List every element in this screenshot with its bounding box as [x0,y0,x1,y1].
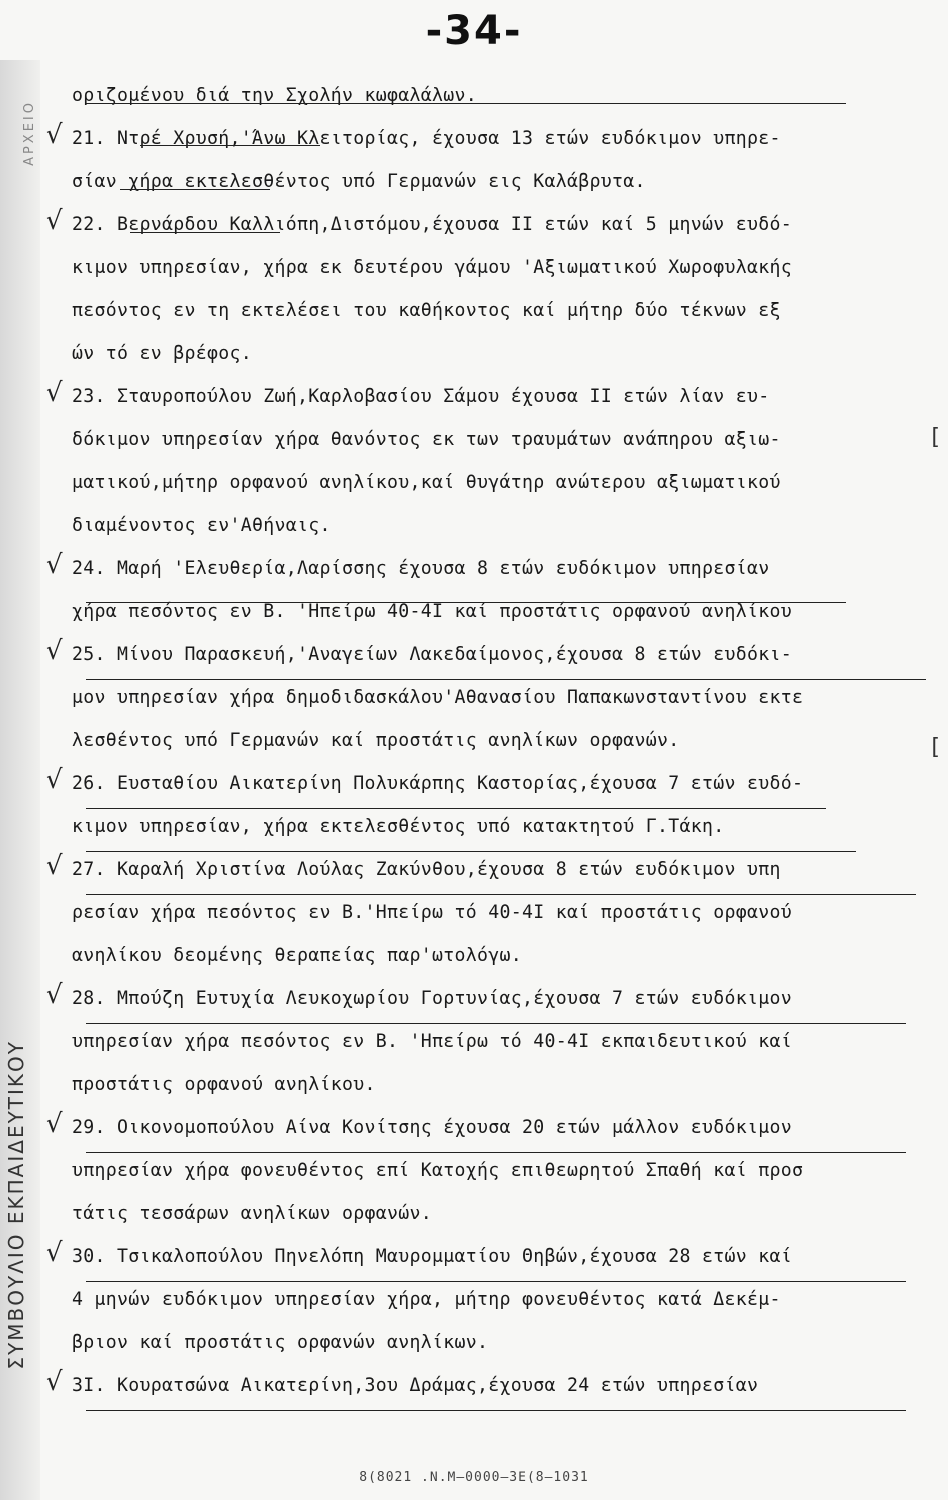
text-line: 28. Μπούζη Ευτυχία Λευκοχωρίου Γορτυνίας,έχουσα 7 ετών ευδόκιμον [72,988,792,1009]
text-line: δόκιμον υπηρεσίαν χήρα θανόντος εκ των τραυμάτων ανάπηρου αξιω- [72,429,781,450]
text-line: λεσθέντος υπό Γερμανών καί προστάτις ανηλίκων ορφανών. [72,730,680,751]
check-mark-25: √ [46,636,63,666]
archive-stamp-top: ΑΡΧΕΙΟ [22,100,37,166]
text-line: 21. Ντρέ Χρυσή,'Άνω Κλειτορίας, έχουσα 13 ετών ευδόκιμον υπηρε- [72,128,781,149]
check-mark-28: √ [46,980,63,1010]
underline-stroke [120,189,270,190]
page-number: -34- [425,8,523,54]
text-line: κιμον υπηρεσίαν, χήρα εκτελεσθέντος υπό κατακτητού Γ.Τάκη. [72,816,725,837]
text-line: 27. Καραλή Χριστίνα Λούλας Ζακύνθου,έχουσα 8 ετών ευδόκιμον υπη [72,859,781,880]
text-line: υπηρεσίαν χήρα φονευθέντος επί Κατοχής επιθεωρητού Σπαθή καί προσ [72,1160,804,1181]
check-mark-26: √ [46,765,63,795]
print-code-footer: 8(8021 .Ν.Μ—0000—3Ε(8—1031 [359,1470,589,1485]
margin-bracket: [ [931,425,940,450]
underline-stroke [86,808,826,809]
text-line: 4 μηνών ευδόκιμον υπηρεσίαν χήρα, μήτηρ φονευθέντος κατά Δεκέμ- [72,1289,781,1310]
underline-stroke [86,894,916,895]
margin-bracket: [ [931,735,940,760]
text-line: 3I. Κουρατσώνα Αικατερίνη,3ου Δράμας,έχουσα 24 ετών υπηρεσίαν [72,1375,759,1396]
underline-stroke [86,602,846,603]
text-line: υπηρεσίαν χήρα πεσόντος εν Β. 'Ηπείρω τό 40-4I εκπαιδευτικού καί [72,1031,792,1052]
text-line: κιμον υπηρεσίαν, χήρα εκ δευτέρου γάμου 'Αξιωματικού Χωροφυλακής [72,257,792,278]
text-line: 22. Βερνάρδου Καλλιόπη,Διστόμου,έχουσα II ετών καί 5 μηνών ευδό- [72,214,792,235]
text-line: ανηλίκου δεομένης θεραπείας παρ'ωτολόγω. [72,945,522,966]
text-line: οριζομένου διά την Σχολήν κωφαλάλων. [72,85,477,106]
text-line: 24. Μαρή 'Ελευθερία,Λαρίσσης έχουσα 8 ετών ευδόκιμον υπηρεσίαν [72,558,770,579]
underline-stroke [86,1023,906,1024]
text-line: ρεσίαν χήρα πεσόντος εν Β.'Ηπείρω τό 40-4I καί προστάτις ορφανού [72,902,792,923]
text-line: τάτις τεσσάρων ανηλίκων ορφανών. [72,1203,432,1224]
text-line: σίαν χήρα εκτελεσθέντος υπό Γερμανών εις Καλάβρυτα. [72,171,646,192]
check-mark-31: √ [46,1367,63,1397]
check-mark-29: √ [46,1109,63,1139]
archive-stamp: ΣΥΜΒΟΥΛΙΟ ΕΚΠΑΙΔΕΥΤΙΚΟΥ [4,1040,28,1370]
check-mark-23: √ [46,378,63,408]
underline-stroke [130,232,280,233]
underline-stroke [86,851,856,852]
underline-stroke [86,103,846,104]
text-line: μον υπηρεσίαν χήρα δημοδιδασκάλου'Αθανασίου Παπακωνσταντίνου εκτε [72,687,804,708]
underline-stroke [86,1281,906,1282]
text-line: ματικού,μήτηρ ορφανού ανηλίκου,καί θυγάτηρ ανώτερου αξιωματικού [72,472,781,493]
underline-stroke [86,1152,906,1153]
text-line: 23. Σταυροπούλου Ζωή,Καρλοβασίου Σάμου έχουσα II ετών λίαν ευ- [72,386,770,407]
underline-stroke [86,679,926,680]
text-line: προστάτις ορφανού ανηλίκου. [72,1074,376,1095]
text-line: χήρα πεσόντος εν Β. 'Ηπείρω 40-4I καί προστάτις ορφανού ανηλίκου [72,601,792,622]
check-mark-22: √ [46,206,63,236]
text-line: 29. Οικονομοπούλου Αίνα Κονίτσης έχουσα 20 ετών μάλλον ευδόκιμον [72,1117,792,1138]
underline-stroke [86,1410,906,1411]
text-line: ών τό εν βρέφος. [72,343,252,364]
text-line: 25. Μίνου Παρασκευή,'Αναγείων Λακεδαίμονος,έχουσα 8 ετών ευδόκι- [72,644,792,665]
text-line: 26. Ευσταθίου Αικατερίνη Πολυκάρπης Καστορίας,έχουσα 7 ετών ευδό- [72,773,804,794]
check-mark-21: √ [46,120,63,150]
underline-stroke [140,145,320,146]
document-body [72,74,922,1407]
check-mark-30: √ [46,1238,63,1268]
text-line: βριον καί προστάτις ορφανών ανηλίκων. [72,1332,489,1353]
text-line: πεσόντος εν τη εκτελέσει του καθήκοντος καί μήτηρ δύο τέκνων εξ [72,300,781,321]
text-line: διαμένοντος εν'Αθήναις. [72,515,331,536]
text-line: 30. Τσικαλοπούλου Πηνελόπη Μαυρομματίου Θηβών,έχουσα 28 ετών καί [72,1246,792,1267]
check-mark-24: √ [46,550,63,580]
check-mark-27: √ [46,851,63,881]
